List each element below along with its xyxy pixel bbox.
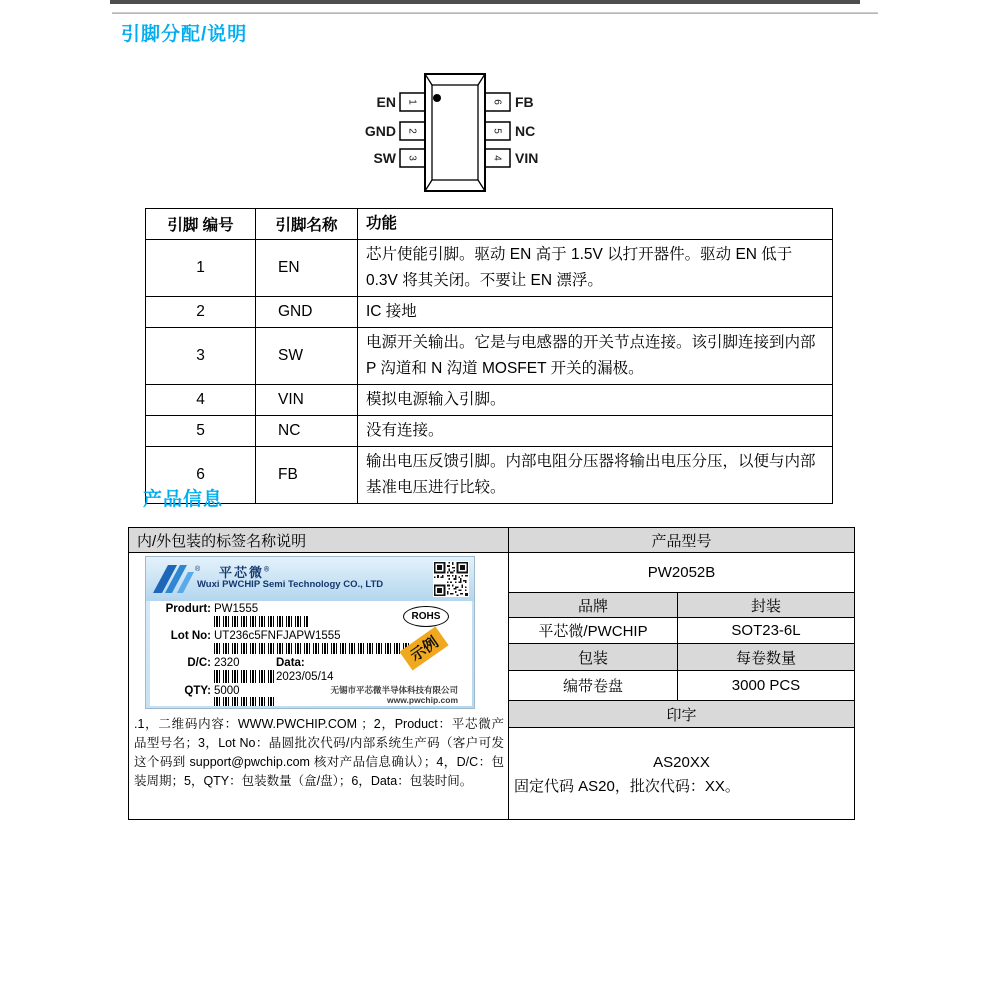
pin-label-sw: SW <box>373 150 396 166</box>
product-spec-column <box>509 528 854 819</box>
top-divider-rule <box>112 12 878 14</box>
pin-name-cell: GND <box>256 297 358 328</box>
brand-package-header-row <box>509 593 854 618</box>
product-section-title: 产品信息 <box>143 489 224 510</box>
brand-header-cell: 品牌 <box>509 593 678 617</box>
pin-function-cell: 芯片使能引脚。驱动 EN 高于 1.5V 以打开器件。驱动 EN 低于 0.3V 将其关闭。不要让 EN 漂浮。 <box>358 240 833 297</box>
marking-header-cell: 印字 <box>509 701 854 728</box>
pin-function-cell: 输出电压反馈引脚。内部电阻分压器将输出电压分压，以便与内部基准电压进行比较。 <box>358 447 833 504</box>
label-header-band <box>146 557 474 601</box>
table-header-row <box>146 209 833 240</box>
packing-value-row <box>509 671 854 701</box>
packing-value-cell: 编带卷盘 <box>509 671 678 700</box>
pin-function-cell: 没有连接。 <box>358 416 833 447</box>
label-footer-site: www.pwchip.com <box>387 695 458 705</box>
pin-number: 1 <box>406 99 418 105</box>
pin-function-cell: IC 接地 <box>358 297 833 328</box>
pin-label-gnd: GND <box>364 123 396 139</box>
pin-name-cell: VIN <box>256 385 358 416</box>
pin-function-cell: 模拟电源输入引脚。 <box>358 385 833 416</box>
chip-package-diagram <box>360 62 580 202</box>
dc-field-label: D/C: <box>187 657 211 669</box>
product-info-table <box>128 527 855 820</box>
pin-name-cell: FB <box>256 447 358 504</box>
date-field-value: 2023/05/14 <box>276 671 334 683</box>
product-field-label: Produrt: <box>165 603 211 615</box>
label-section-body <box>129 553 508 819</box>
package-value-cell: SOT23-6L <box>731 622 801 639</box>
pin-number-cell: 6 <box>146 447 256 504</box>
packing-header-row <box>509 644 854 671</box>
barcode <box>214 643 410 654</box>
pin-number-cell: 4 <box>146 385 256 416</box>
label-section-header: 内/外包装的标签名称说明 <box>129 528 508 553</box>
brand-value-cell: 平芯微/PWCHIP <box>509 618 678 643</box>
brand-package-value-row <box>509 618 854 644</box>
pin-name-cell: NC <box>256 416 358 447</box>
pin-number: 3 <box>406 155 418 161</box>
pin-name-cell: SW <box>256 328 358 385</box>
reel-qty-header-cell: 每卷数量 <box>735 649 796 667</box>
table-row <box>146 297 833 328</box>
lot-field-value: UT236c5FNFJAPW1555 <box>214 630 341 642</box>
table-row <box>146 416 833 447</box>
pin-label-nc: NC <box>515 123 536 139</box>
dc-field-value: 2320 <box>214 657 240 669</box>
table-row <box>146 447 833 504</box>
lot-field-label: Lot No: <box>170 630 211 642</box>
package-label-example <box>145 556 475 709</box>
pin-number: 2 <box>406 128 418 134</box>
sample-stamp: 示例 <box>399 626 448 670</box>
pin-label-en: EN <box>376 94 396 110</box>
label-footer <box>330 685 458 705</box>
barcode <box>214 697 276 706</box>
pin-number: 6 <box>491 99 503 105</box>
label-footer-company: 无锡市平芯微半导体科技有限公司 <box>330 685 458 695</box>
marking-code: AS20XX <box>653 753 710 771</box>
product-field-value: PW1555 <box>214 603 259 615</box>
label-company-name: Wuxi PWCHIP Semi Technology CO., LTD <box>197 579 384 590</box>
pin-number-cell: 5 <box>146 416 256 447</box>
barcode <box>214 670 276 683</box>
label-body <box>150 601 472 706</box>
pin-number-cell: 1 <box>146 240 256 297</box>
label-explanation-column <box>129 528 509 819</box>
date-field-label: Data: <box>276 657 305 669</box>
qty-field-value: 5000 <box>214 685 240 697</box>
model-value-cell: PW2052B <box>509 553 854 593</box>
pin-description-table <box>145 208 833 504</box>
marking-description: 固定代码 AS20，批次代码：XX。 <box>514 777 740 795</box>
reel-qty-value-cell: 3000 PCS <box>731 677 801 694</box>
pin-number-cell: 2 <box>146 297 256 328</box>
qty-field-label: QTY: <box>184 685 211 697</box>
column-header: 引脚 编号 <box>146 209 256 240</box>
pin-number: 5 <box>491 128 503 134</box>
pin-number: 4 <box>491 155 503 161</box>
pin-label-fb: FB <box>515 94 534 110</box>
packing-header-cell: 包装 <box>509 644 678 670</box>
label-notes: .1，二维码内容：WWW.PWCHIP.COM ；2，Product：平芯微产品型号名；3，Lot No：晶圆批次代码/内部系统生产码（客户可发这个码到 support@pwchip.com 核对产品信息确认）；4，D/C：包装周期；5，QTY：包装数量（盒/盘）；6，Data：包装时间。 <box>134 717 504 788</box>
pin-section-title: 引脚分配/说明 <box>121 24 248 45</box>
pin1-dot <box>433 94 441 102</box>
table-row <box>146 385 833 416</box>
label-brand-name: 平芯微® <box>219 565 272 580</box>
marking-value-cell <box>509 728 854 821</box>
model-header-cell: 产品型号 <box>509 528 854 553</box>
column-header: 功能 <box>358 209 833 240</box>
table-row <box>146 240 833 297</box>
pin-name-cell: EN <box>256 240 358 297</box>
pin-function-cell: 电源开关输出。它是与电感器的开关节点连接。该引脚连接到内部 P 沟道和 N 沟道 MOSFET 开关的漏极。 <box>358 328 833 385</box>
column-header: 引脚名称 <box>256 209 358 240</box>
rohs-badge: ROHS <box>403 606 449 627</box>
chip-body <box>425 74 485 191</box>
table-row <box>146 328 833 385</box>
pin-number-cell: 3 <box>146 328 256 385</box>
pin-label-vin: VIN <box>515 150 539 166</box>
svg-text:®: ® <box>195 566 201 573</box>
top-dark-bar <box>110 0 860 4</box>
barcode <box>214 616 309 627</box>
qr-code-icon <box>433 561 469 597</box>
package-header-cell: 封装 <box>750 597 781 615</box>
